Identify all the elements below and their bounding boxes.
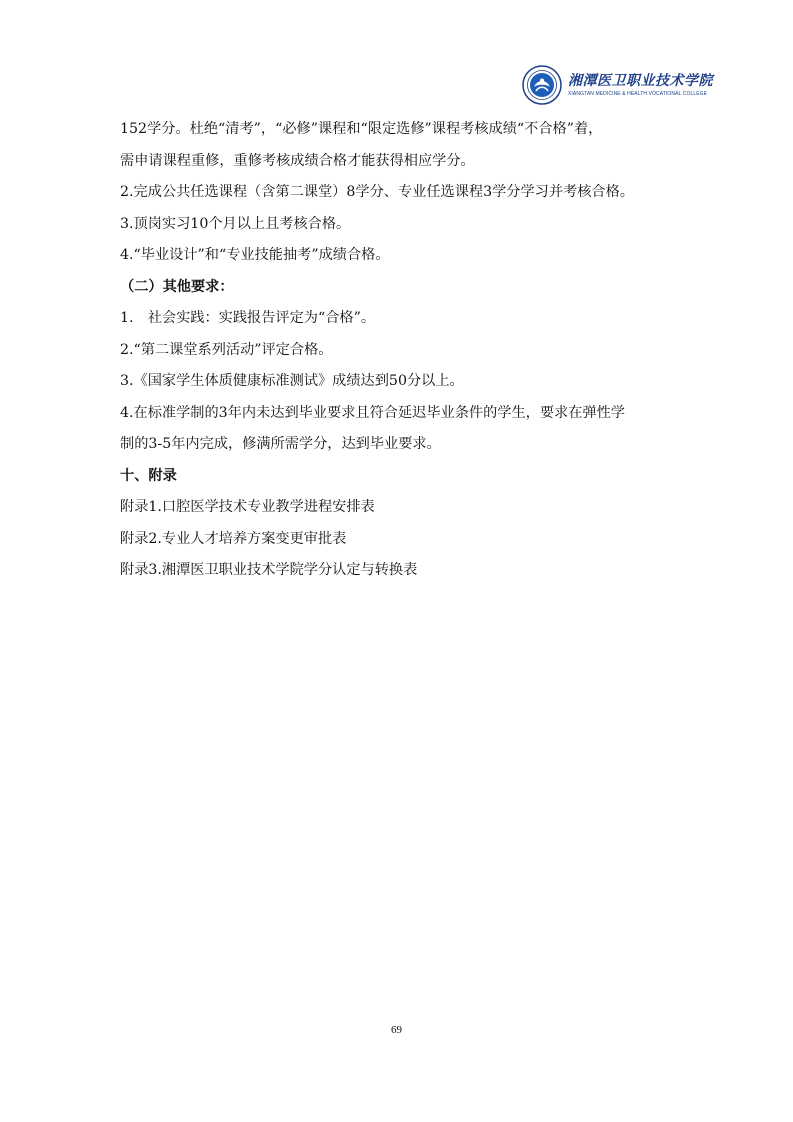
appendix-item-1: 附录1.口腔医学技术专业教学进程安排表	[120, 499, 375, 515]
section-heading-appendix: 十、附录	[120, 467, 177, 484]
other-requirement-2: 2.“第二课堂系列活动”评定合格。	[120, 341, 333, 358]
document-body	[120, 114, 695, 587]
appendix-item-3: 附录3.湘潭医卫职业技术学院学分认定与转换表	[120, 562, 418, 578]
other-requirement-4-line-1: 4.在标准学制的3年内未达到毕业要求且符合延迟毕业条件的学生，要求在弹性学	[120, 404, 625, 421]
paragraph-line-2: 需申请课程重修，重修考核成绩合格才能获得相应学分。	[120, 152, 475, 169]
page-number: 69	[391, 1024, 402, 1036]
requirement-item-2: 2.完成公共任选课程（含第二课堂）8学分、专业任选课程3学分学习并考核合格。	[120, 184, 634, 200]
appendix-item-2: 附录2.专业人才培养方案变更审批表	[120, 530, 347, 547]
other-requirement-3: 3.《国家学生体质健康标准测试》成绩达到50分以上。	[120, 373, 464, 389]
requirement-item-4: 4.“毕业设计”和“专业技能抽考”成绩合格。	[120, 247, 390, 263]
college-seal-icon	[522, 65, 562, 105]
paragraph-line-1: 152学分。杜绝“清考”，“必修”课程和“限定选修”课程考核成绩“不合格”着，	[120, 121, 603, 137]
requirement-item-3: 3.顶岗实习10个月以上且考核合格。	[120, 215, 351, 232]
other-requirement-1: 1. 社会实践：实践报告评定为“合格”。	[120, 310, 376, 326]
section-heading-other-requirements: （二）其他要求：	[120, 278, 234, 295]
college-logo	[522, 62, 712, 108]
logo-english-name: XIANGTAN MEDICINE & HEALTH VOCATIONAL COLLEGE	[568, 91, 708, 97]
other-requirement-4-line-2: 制的3-5年内完成，修满所需学分，达到毕业要求。	[120, 436, 441, 452]
logo-chinese-name: 湘潭医卫职业技术学院	[568, 73, 713, 89]
